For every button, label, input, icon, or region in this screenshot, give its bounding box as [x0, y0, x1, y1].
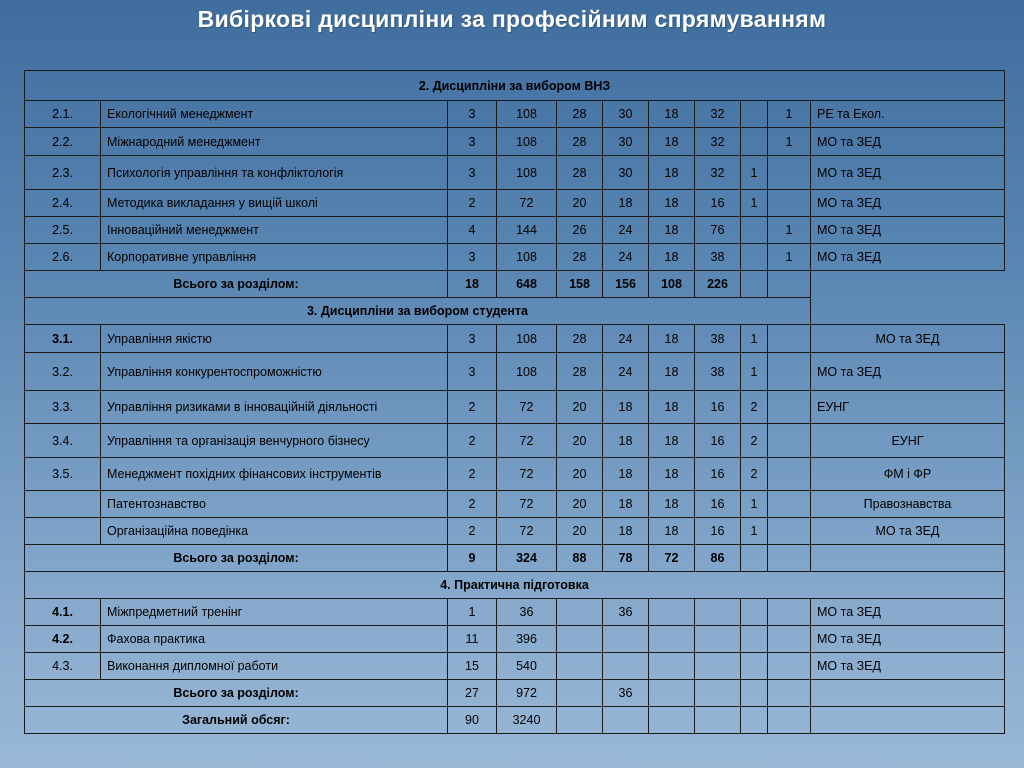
table-row: 4.3. Виконання дипломної работи 15 540 МО та ЗЕД: [25, 653, 1005, 680]
section-heading: 2. Дисципліни за вибором ВНЗ: [25, 71, 1005, 101]
table-row: 3.5. Менеджмент похідних фінансових інструментів 2 72 20 18 18 16 2 ФМ і ФР: [25, 458, 1005, 491]
section-heading: 3. Дисципліни за вибором студента: [25, 298, 811, 325]
section-header-2: [25, 71, 1005, 101]
section-total-row: Всього за розділом: 27 972 36: [25, 680, 1005, 707]
table-row: 3.1. Управління якістю 3 108 28 24 18 38 1 МО та ЗЕД: [25, 325, 1005, 353]
section-header-4: [25, 572, 1005, 599]
table-row: 4.2. Фахова практика 11 396 МО та ЗЕД: [25, 626, 1005, 653]
table-row: 2.5. Інноваційний менеджмент 4 144 26 24 18 76 1 МО та ЗЕД: [25, 217, 1005, 244]
grand-total-row: Загальний обсяг: 90 3240: [25, 707, 1005, 734]
table-row: Патентознавство 2 72 20 18 18 16 1 Правознавства: [25, 491, 1005, 518]
section-heading: 4. Практична підготовка: [25, 572, 1005, 599]
table-row: 2.4. Методика викладання у вищій школі 2 72 20 18 18 16 1 МО та ЗЕД: [25, 190, 1005, 217]
table-row: 2.6. Корпоративне управління 3 108 28 24 18 38 1 МО та ЗЕД: [25, 244, 1005, 271]
table-row: 2.1. Екологічний менеджмент 3 108 28 30 18 32 1 РЕ та Екол.: [25, 101, 1005, 128]
table-row: 2.2. Міжнародний менеджмент 3 108 28 30 18 32 1 МО та ЗЕД: [25, 128, 1005, 156]
table-row: Організаційна поведінка 2 72 20 18 18 16 1 МО та ЗЕД: [25, 518, 1005, 545]
table-row: 4.1. Міжпредметний тренінг 1 36 36 МО та ЗЕД: [25, 599, 1005, 626]
table-row: 3.4. Управління та організація венчурного бізнесу 2 72 20 18 18 16 2 ЕУНГ: [25, 424, 1005, 458]
table-row: 2.3. Психологія управління та конфліктологія 3 108 28 30 18 32 1 МО та ЗЕД: [25, 156, 1005, 190]
slide-title: Вибіркові дисципліни за професійним спрямуванням: [197, 6, 827, 32]
section-header-3: [25, 298, 1005, 325]
table-row: 3.2. Управління конкурентоспроможністю 3 108 28 24 18 38 1 МО та ЗЕД: [25, 353, 1005, 391]
disciplines-table: [24, 70, 1005, 734]
table-row: 3.3. Управління ризиками в інноваційній діяльності 2 72 20 18 18 16 2 ЕУНГ: [25, 391, 1005, 424]
section-total-row: Всього за розділом: 9 324 88 78 72 86: [25, 545, 1005, 572]
section-total-row: Всього за розділом: 18 648 158 156 108 226: [25, 271, 1005, 298]
